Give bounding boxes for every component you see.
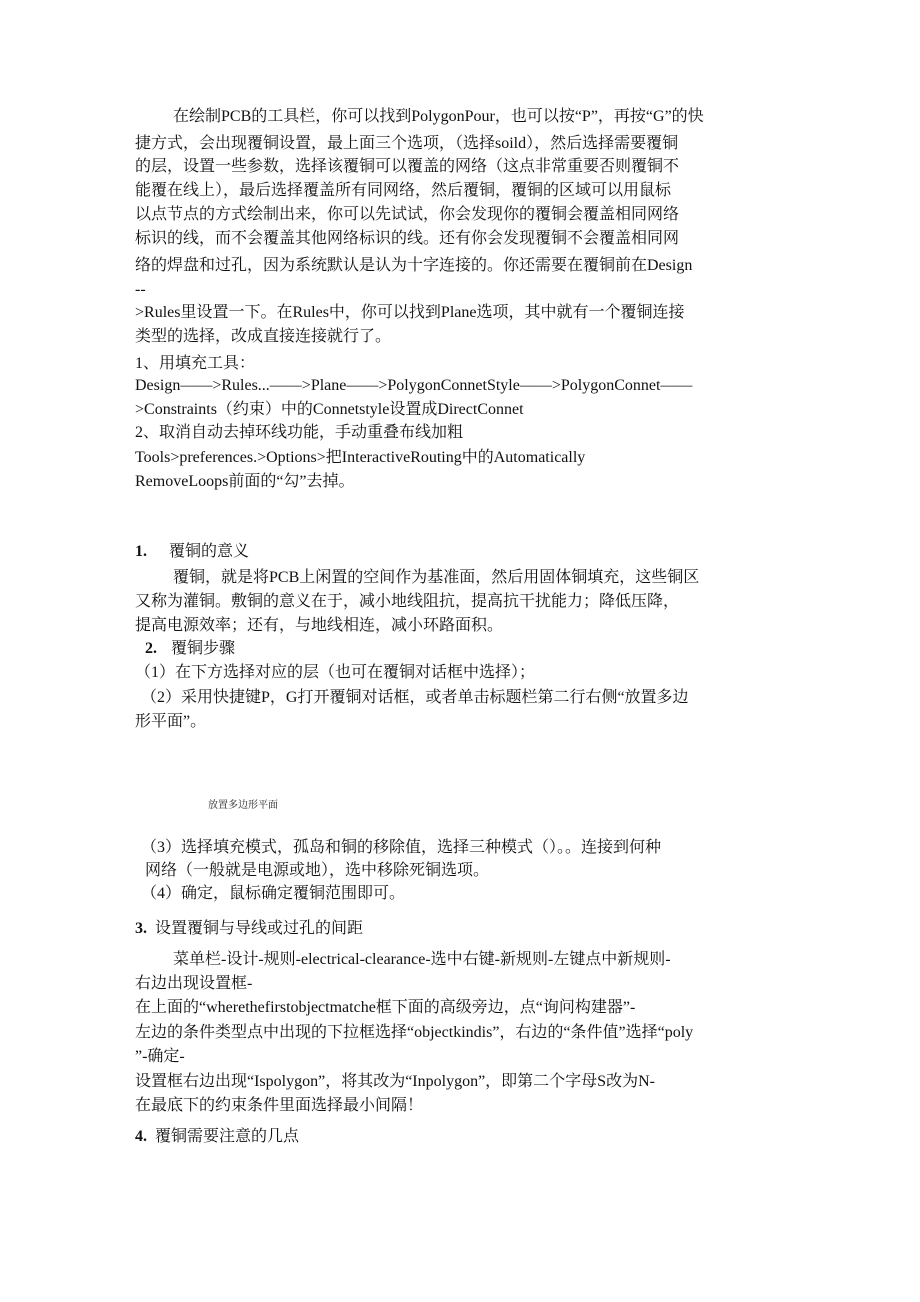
text-line: 在绘制PCB的工具栏，你可以找到PolygonPour，也可以按“P”，再按“G”的快 [173,108,704,125]
text-line: Tools>preferences.>Options>把InteractiveRouting中的Automatically [135,449,586,466]
text-line: 以点节点的方式绘制出来，你可以先试试，你会发现你的覆铜会覆盖相同网络 [135,206,680,223]
text-line: 捷方式，会出现覆铜设置，最上面三个选项，（选择soild），然后选择需要覆铜 [135,135,679,152]
text-line: （1）在下方选择对应的层（也可在覆铜对话框中选择）； [135,664,536,681]
section-number: 2. [145,640,157,657]
text-line: 在最底下的约束条件里面选择最小间隔！ [135,1097,424,1114]
section-number: 3. [135,920,147,937]
text-line: 在上面的“wherethefirstobjectmatche框下面的高级旁边，点“询问构建器”- [135,999,636,1016]
section-number: 1. [135,543,147,560]
text-line: 右边出现设置框- [135,975,253,992]
text-line: 左边的条件类型点中出现的下拉框选择“objectkindis”，右边的“条件值”选择“poly [135,1024,694,1041]
text-line: 的层，设置一些参数，选择该覆铜可以覆盖的网络（这点非常重要否则覆铜不 [135,158,680,175]
text-line: ”-确定- [135,1048,185,1065]
text-line: 类型的选择，改成直接连接就行了。 [135,328,392,345]
text-line: RemoveLoops前面的“勾”去掉。 [135,473,355,490]
text-line: （3）选择填充模式，孤岛和铜的移除值，选择三种模式（）。。连接到何种 [141,839,662,856]
text-line: >Constraints（约束）中的Connetstyle设置成DirectConnet [135,401,524,418]
section-title: 设置覆铜与导线或过孔的间距 [155,920,364,937]
text-line: 络的焊盘和过孔，因为系统默认是认为十字连接的。你还需要在覆铜前在Design [135,257,693,274]
text-line: >Rules里设置一下。在Rules中，你可以找到Plane选项，其中就有一个覆铜连接 [135,304,685,321]
section-heading [135,1126,299,1148]
text-line: 标识的线，而不会覆盖其他网络标识的线。还有你会发现覆铜不会覆盖相同网 [135,230,680,247]
text-line: 菜单栏-设计-规则-electrical-clearance-选中右键-新规则-左键点中新规则- [173,951,671,968]
section-title: 覆铜的意义 [169,543,250,560]
text-line: 1、用填充工具： [135,355,256,372]
section-title: 覆铜步骤 [171,640,236,657]
text-line: 又称为灌铜。敷铜的意义在于，减小地线阻抗，提高抗干扰能力；降低压降， [135,593,680,610]
image-caption: 放置多边形平面 [208,800,278,811]
text-line: 覆铜，就是将PCB上闲置的空间作为基准面，然后用固体铜填充，这些铜区 [173,569,700,586]
text-line: 2、取消自动去掉环线功能，手动重叠布线加粗 [135,424,464,441]
text-line: （2）采用快捷键P，G打开覆铜对话框，或者单击标题栏第二行右侧“放置多边 [141,689,689,706]
section-number: 4. [135,1128,147,1145]
section-heading [135,541,249,563]
text-line: 网络（一般就是电源或地），选中移除死铜选项。 [145,862,490,879]
text-line: -- [135,281,146,298]
section-heading [135,918,363,940]
text-line: 形平面”。 [135,713,207,730]
section-title: 覆铜需要注意的几点 [155,1128,300,1145]
text-line: （4）确定，鼠标确定覆铜范围即可。 [141,885,406,902]
section-heading [145,638,235,660]
text-line: Design——>Rules...——>Plane——>PolygonConnetStyle——>PolygonConnet—— [135,377,693,394]
text-line: 提高电源效率；还有，与地线相连，减小环路面积。 [135,617,504,634]
text-line: 设置框右边出现“Ispolygon”，将其改为“Inpolygon”，即第二个字母S改为N- [135,1073,655,1090]
text-line: 能覆在线上），最后选择覆盖所有同网络，然后覆铜，覆铜的区域可以用鼠标 [135,182,672,199]
